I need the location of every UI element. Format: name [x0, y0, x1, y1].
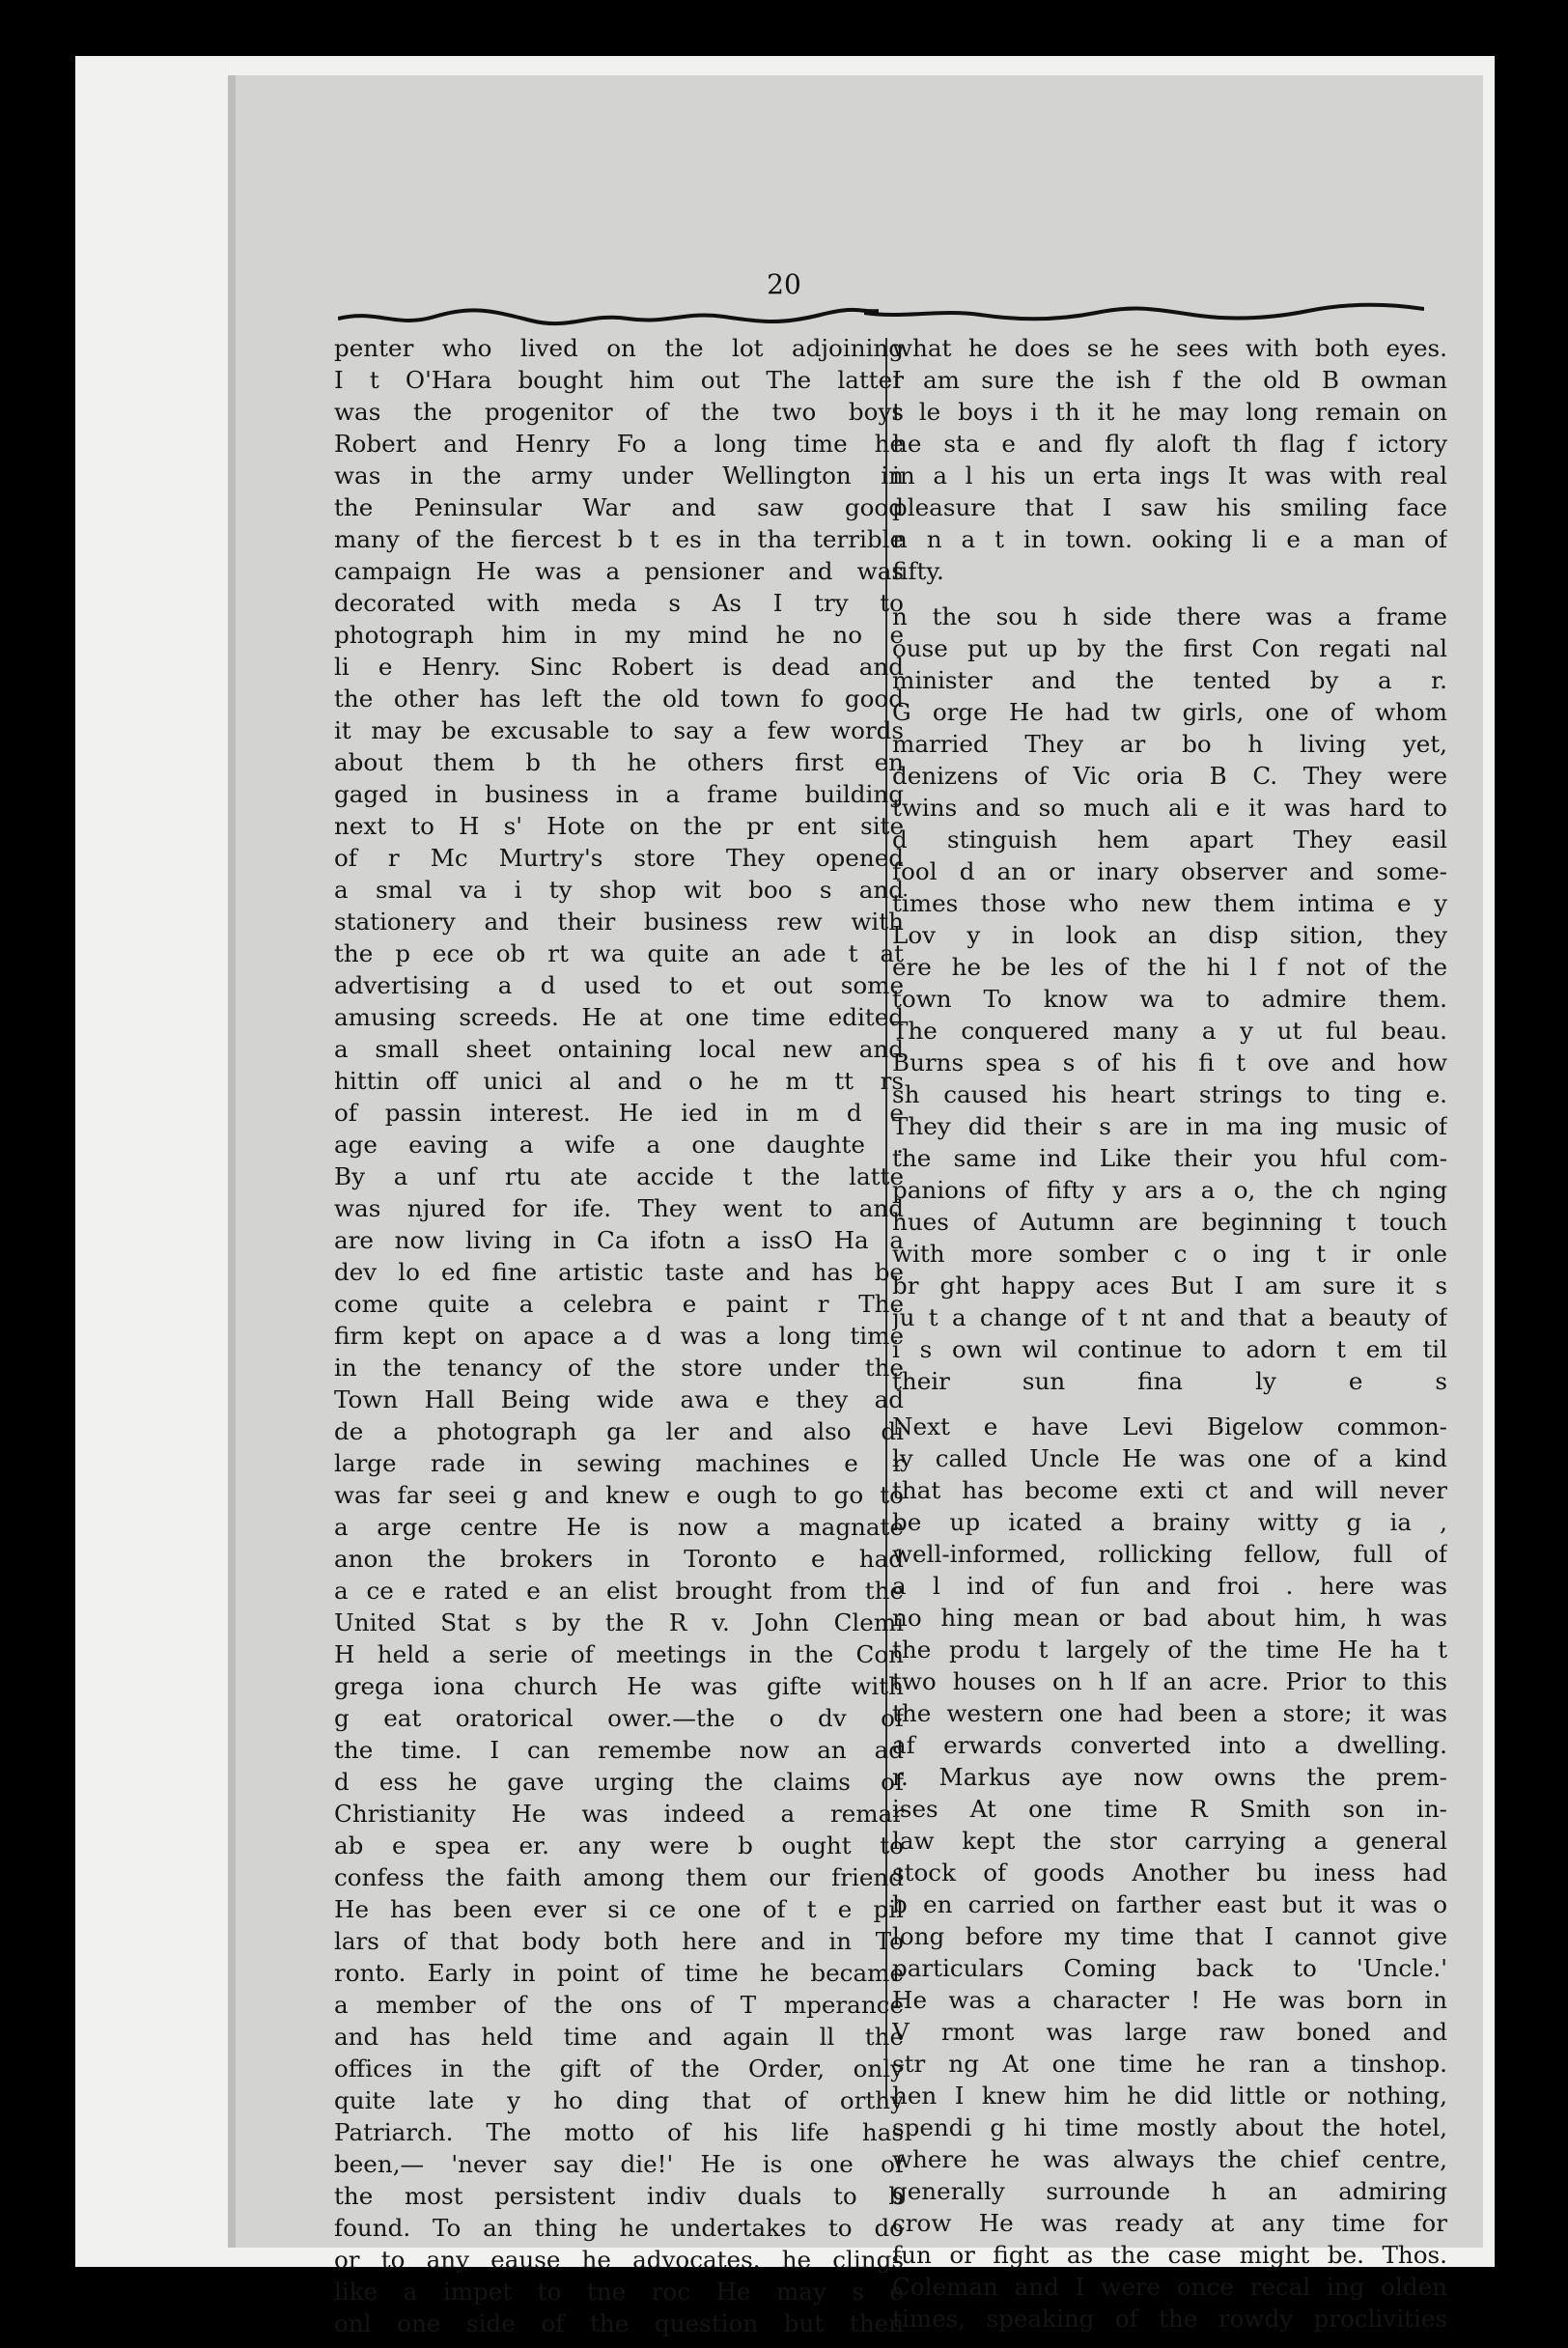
- text-line: times those who new them intima e y: [892, 889, 1447, 917]
- text-line: Robert and Henry Fo a long time he: [334, 430, 904, 458]
- text-line: next to H s' Hote on the pr ent site: [334, 812, 904, 840]
- text-line: hen I knew him he did little or nothing,: [892, 2082, 1447, 2110]
- text-line: fool d an or inary observer and some-: [892, 857, 1447, 885]
- text-line: the time. I can remembe now an ad: [334, 1736, 904, 1764]
- text-line: what he does se he sees with both eyes.: [892, 334, 1447, 362]
- text-line: lars of that body both here and in To: [334, 1927, 904, 1955]
- text-line: panions of fifty y ars a o, the ch nging: [892, 1176, 1447, 1204]
- text-line: af erwards converted into a dwelling.: [892, 1731, 1447, 1759]
- text-line: fifty.: [892, 557, 944, 585]
- text-line: ouse put up by the first Con regati nal: [892, 634, 1447, 662]
- text-line: no hing mean or bad about him, h was: [892, 1604, 1447, 1632]
- text-line: quite late y ho ding that of orthy: [334, 2086, 904, 2114]
- text-line: ere he be les of the hi l f not of the: [892, 953, 1447, 981]
- text-line: r. Markus aye now owns the prem-: [892, 1763, 1447, 1791]
- text-line: stock of goods Another bu iness had: [892, 1859, 1447, 1887]
- text-line: in the tenancy of the store under the: [334, 1354, 904, 1382]
- text-line: was far seei g and knew e ough to go to: [334, 1481, 904, 1509]
- text-line: de a photograph ga ler and also di: [334, 1417, 904, 1445]
- text-line: i s own wil continue to adorn t em til: [892, 1335, 1447, 1363]
- text-line: He was a character ! He was born in: [892, 1986, 1447, 2014]
- text-line: pleasure that I saw his smiling face: [892, 493, 1447, 521]
- text-line: grega iona church He was gifte with: [334, 1672, 904, 1700]
- left-column: [334, 332, 904, 2339]
- text-line: confess the faith among them our friend: [334, 1863, 904, 1891]
- text-line: and has held time and again ll the: [334, 2023, 904, 2051]
- text-line: of r Mc Murtry's store They opened: [334, 844, 904, 872]
- paragraph-uncle-levi: [892, 1411, 1447, 2334]
- text-line: anon the brokers in Toronto e had: [334, 1545, 904, 1573]
- text-line: He has been ever si ce one of t e pil: [334, 1895, 904, 1923]
- text-line: particulars Coming back to 'Uncle.': [892, 1954, 1447, 1982]
- text-line: li e Henry. Sinc Robert is dead and: [334, 653, 904, 681]
- text-line: town To know wa to admire them.: [892, 985, 1447, 1013]
- text-line: where he was always the chief centre,: [892, 2145, 1447, 2173]
- text-line: ises At one time R Smith son in-: [892, 1795, 1447, 1823]
- text-line: dev lo ed fine artistic taste and has be: [334, 1258, 904, 1286]
- text-line: law kept the stor carrying a general: [892, 1827, 1447, 1855]
- paragraph-frame-house: [892, 601, 1447, 1397]
- text-line: age eaving a wife a one daughte .: [334, 1131, 904, 1159]
- text-line: Town Hall Being wide awa e they ad: [334, 1385, 904, 1413]
- text-line: are now living in Ca ifotn a issO Ha a: [334, 1226, 904, 1254]
- text-line: many of the fiercest b t es in tha terrible: [334, 525, 904, 553]
- text-line: str ng At one time he ran a tinshop.: [892, 2050, 1447, 2078]
- text-line: t le boys i th it he may long remain on: [892, 398, 1447, 426]
- text-line: in a l his un erta ings It was with real: [892, 461, 1447, 489]
- text-line: a smal va i ty shop wit boo s and: [334, 876, 904, 904]
- text-line: be up icated a brainy witty g ia ,: [892, 1508, 1447, 1536]
- text-line: penter who lived on the lot adjoining: [334, 334, 904, 362]
- text-line: minister and the tented by a r.: [892, 666, 1447, 694]
- text-line: come quite a celebra e paint r The: [334, 1290, 904, 1318]
- text-line: ju t a change of t nt and that a beauty of: [892, 1303, 1447, 1331]
- text-line: advertising a d used to et out some: [334, 971, 904, 999]
- text-line: H held a serie of meetings in the Con: [334, 1640, 904, 1668]
- text-line: their sun fina ly e s: [892, 1367, 1447, 1395]
- text-line: photograph him in my mind he no e: [334, 621, 904, 649]
- text-line: hittin off unici al and o he m tt rs: [334, 1067, 904, 1095]
- text-line: a member of the ons of T mperance: [334, 1991, 904, 2019]
- text-line: two houses on h lf an acre. Prior to this: [892, 1667, 1447, 1695]
- text-line: b en carried on farther east but it was o: [892, 1890, 1447, 1918]
- text-line: or to any eause he advocates. he clings: [334, 2246, 904, 2274]
- text-line: about them b th he others first en: [334, 748, 904, 776]
- text-line: United Stat s by the R v. John Clemi: [334, 1608, 904, 1636]
- text-line: with more somber c o ing t ir onle: [892, 1240, 1447, 1268]
- text-line: like a impet to tne roc He may s e: [334, 2278, 904, 2306]
- text-line: crow He was ready at any time for: [892, 2209, 1447, 2237]
- header-wavy-rule-right: [864, 290, 1424, 338]
- text-line: The conquered many a y ut ful beau.: [892, 1017, 1447, 1045]
- header-wavy-rule-left: [338, 290, 879, 338]
- text-line: married They ar bo h living yet,: [892, 730, 1447, 758]
- text-line: a l ind of fun and froi . here was: [892, 1572, 1447, 1600]
- text-line: Next e have Levi Bigelow common-: [892, 1412, 1447, 1440]
- text-line: br ght happy aces But I am sure it s: [892, 1272, 1447, 1300]
- text-line: gaged in business in a frame building: [334, 780, 904, 808]
- text-line: he sta e and fly aloft th flag f ictory: [892, 430, 1447, 458]
- text-line: By a unf rtu ate accide t the latte: [334, 1162, 904, 1190]
- text-line: denizens of Vic oria B C. They were: [892, 762, 1447, 790]
- paragraph: [334, 332, 904, 2339]
- text-line: V rmont was large raw boned and: [892, 2018, 1447, 2046]
- text-line: spendi g hi time mostly about the hotel,: [892, 2113, 1447, 2141]
- text-line: amusing screeds. He at one time edited: [334, 1003, 904, 1031]
- text-line: campaign He was a pensioner and was: [334, 557, 904, 585]
- text-line: firm kept on apace a d was a long time: [334, 1322, 904, 1350]
- text-line: G orge He had tw girls, one of whom: [892, 698, 1447, 726]
- paragraph-bowman-boys: [892, 332, 1447, 587]
- text-line: generally surrounde h an admiring: [892, 2177, 1447, 2205]
- text-line: long before my time that I cannot give: [892, 1922, 1447, 1950]
- text-line: well-informed, rollicking fellow, full of: [892, 1540, 1447, 1568]
- paragraph-gap: [892, 587, 1447, 601]
- text-line: large rade in sewing machines e r: [334, 1449, 904, 1477]
- text-line: the most persistent indiv duals to b: [334, 2182, 904, 2210]
- text-line: Christianity He was indeed a remar: [334, 1800, 904, 1828]
- text-line: hues of Autumn are beginning t touch: [892, 1208, 1447, 1236]
- text-line: d stinguish hem apart They easil: [892, 825, 1447, 853]
- text-line: the other has left the old town fo good: [334, 685, 904, 713]
- text-line: been,— 'never say die!' He is one of: [334, 2150, 904, 2178]
- text-line: n n a t in town. ooking li e a man of: [892, 525, 1447, 553]
- text-line: the Peninsular War and saw good: [334, 493, 904, 521]
- text-line: ly called Uncle He was one of a kind: [892, 1444, 1447, 1472]
- text-line: found. To an thing he undertakes to do: [334, 2214, 904, 2242]
- text-line: the p ece ob rt wa quite an ade t at: [334, 939, 904, 967]
- text-line: onl one side of the question but then: [334, 2309, 904, 2337]
- text-line: the same ind Like their you hful com-: [892, 1144, 1447, 1172]
- text-line: I am sure the ish f the old B owman: [892, 366, 1447, 394]
- text-line: Coleman and I were once recal ing olden: [892, 2273, 1447, 2301]
- text-line: the western one had been a store; it was: [892, 1699, 1447, 1727]
- text-line: was njured for ife. They went to and: [334, 1194, 904, 1222]
- text-line: offices in the gift of the Order, only: [334, 2054, 904, 2082]
- text-line: times, speaking of the rowdy proclivities: [892, 2305, 1447, 2333]
- text-line: Patriarch. The motto of his life has: [334, 2118, 904, 2146]
- text-line: it may be excusable to say a few words: [334, 716, 904, 744]
- text-line: ronto. Early in point of time he became: [334, 1959, 904, 1987]
- text-line: fun or fight as the case might be. Thos.: [892, 2241, 1447, 2269]
- text-line: g eat oratorical ower.—the o dv of: [334, 1704, 904, 1732]
- text-line: was the progenitor of the two boys: [334, 398, 904, 426]
- text-line: decorated with meda s As I try to: [334, 589, 904, 617]
- paragraph-gap: [892, 1397, 1447, 1411]
- text-line: I t O'Hara bought him out The latter: [334, 366, 904, 394]
- text-line: of passin interest. He ied in m d e: [334, 1099, 904, 1127]
- text-line: Burns spea s of his fi t ove and how: [892, 1048, 1447, 1076]
- text-line: stationery and their business rew with: [334, 908, 904, 936]
- text-line: the produ t largely of the time He ha t: [892, 1635, 1447, 1663]
- text-line: a ce e rated e an elist brought from the: [334, 1577, 904, 1605]
- text-line: a arge centre He is now a magnate: [334, 1513, 904, 1541]
- text-line: was in the army under Wellington in: [334, 461, 904, 489]
- text-line: twins and so much ali e it was hard to: [892, 794, 1447, 822]
- text-line: a small sheet ontaining local new and: [334, 1035, 904, 1063]
- text-line: ab e spea er. any were b ought to: [334, 1831, 904, 1859]
- text-line: They did their s are in ma ing music of: [892, 1112, 1447, 1140]
- page-gutter-shadow: [228, 75, 236, 2248]
- text-line: d ess he gave urging the claims of: [334, 1768, 904, 1796]
- right-column: [892, 332, 1447, 2334]
- text-line: Lov y in look an disp sition, they: [892, 921, 1447, 949]
- text-line: that has become exti ct and will never: [892, 1476, 1447, 1504]
- text-line: sh caused his heart strings to ting e.: [892, 1080, 1447, 1108]
- text-line: n the sou h side there was a frame: [892, 602, 1447, 630]
- page-number: 20: [767, 268, 801, 300]
